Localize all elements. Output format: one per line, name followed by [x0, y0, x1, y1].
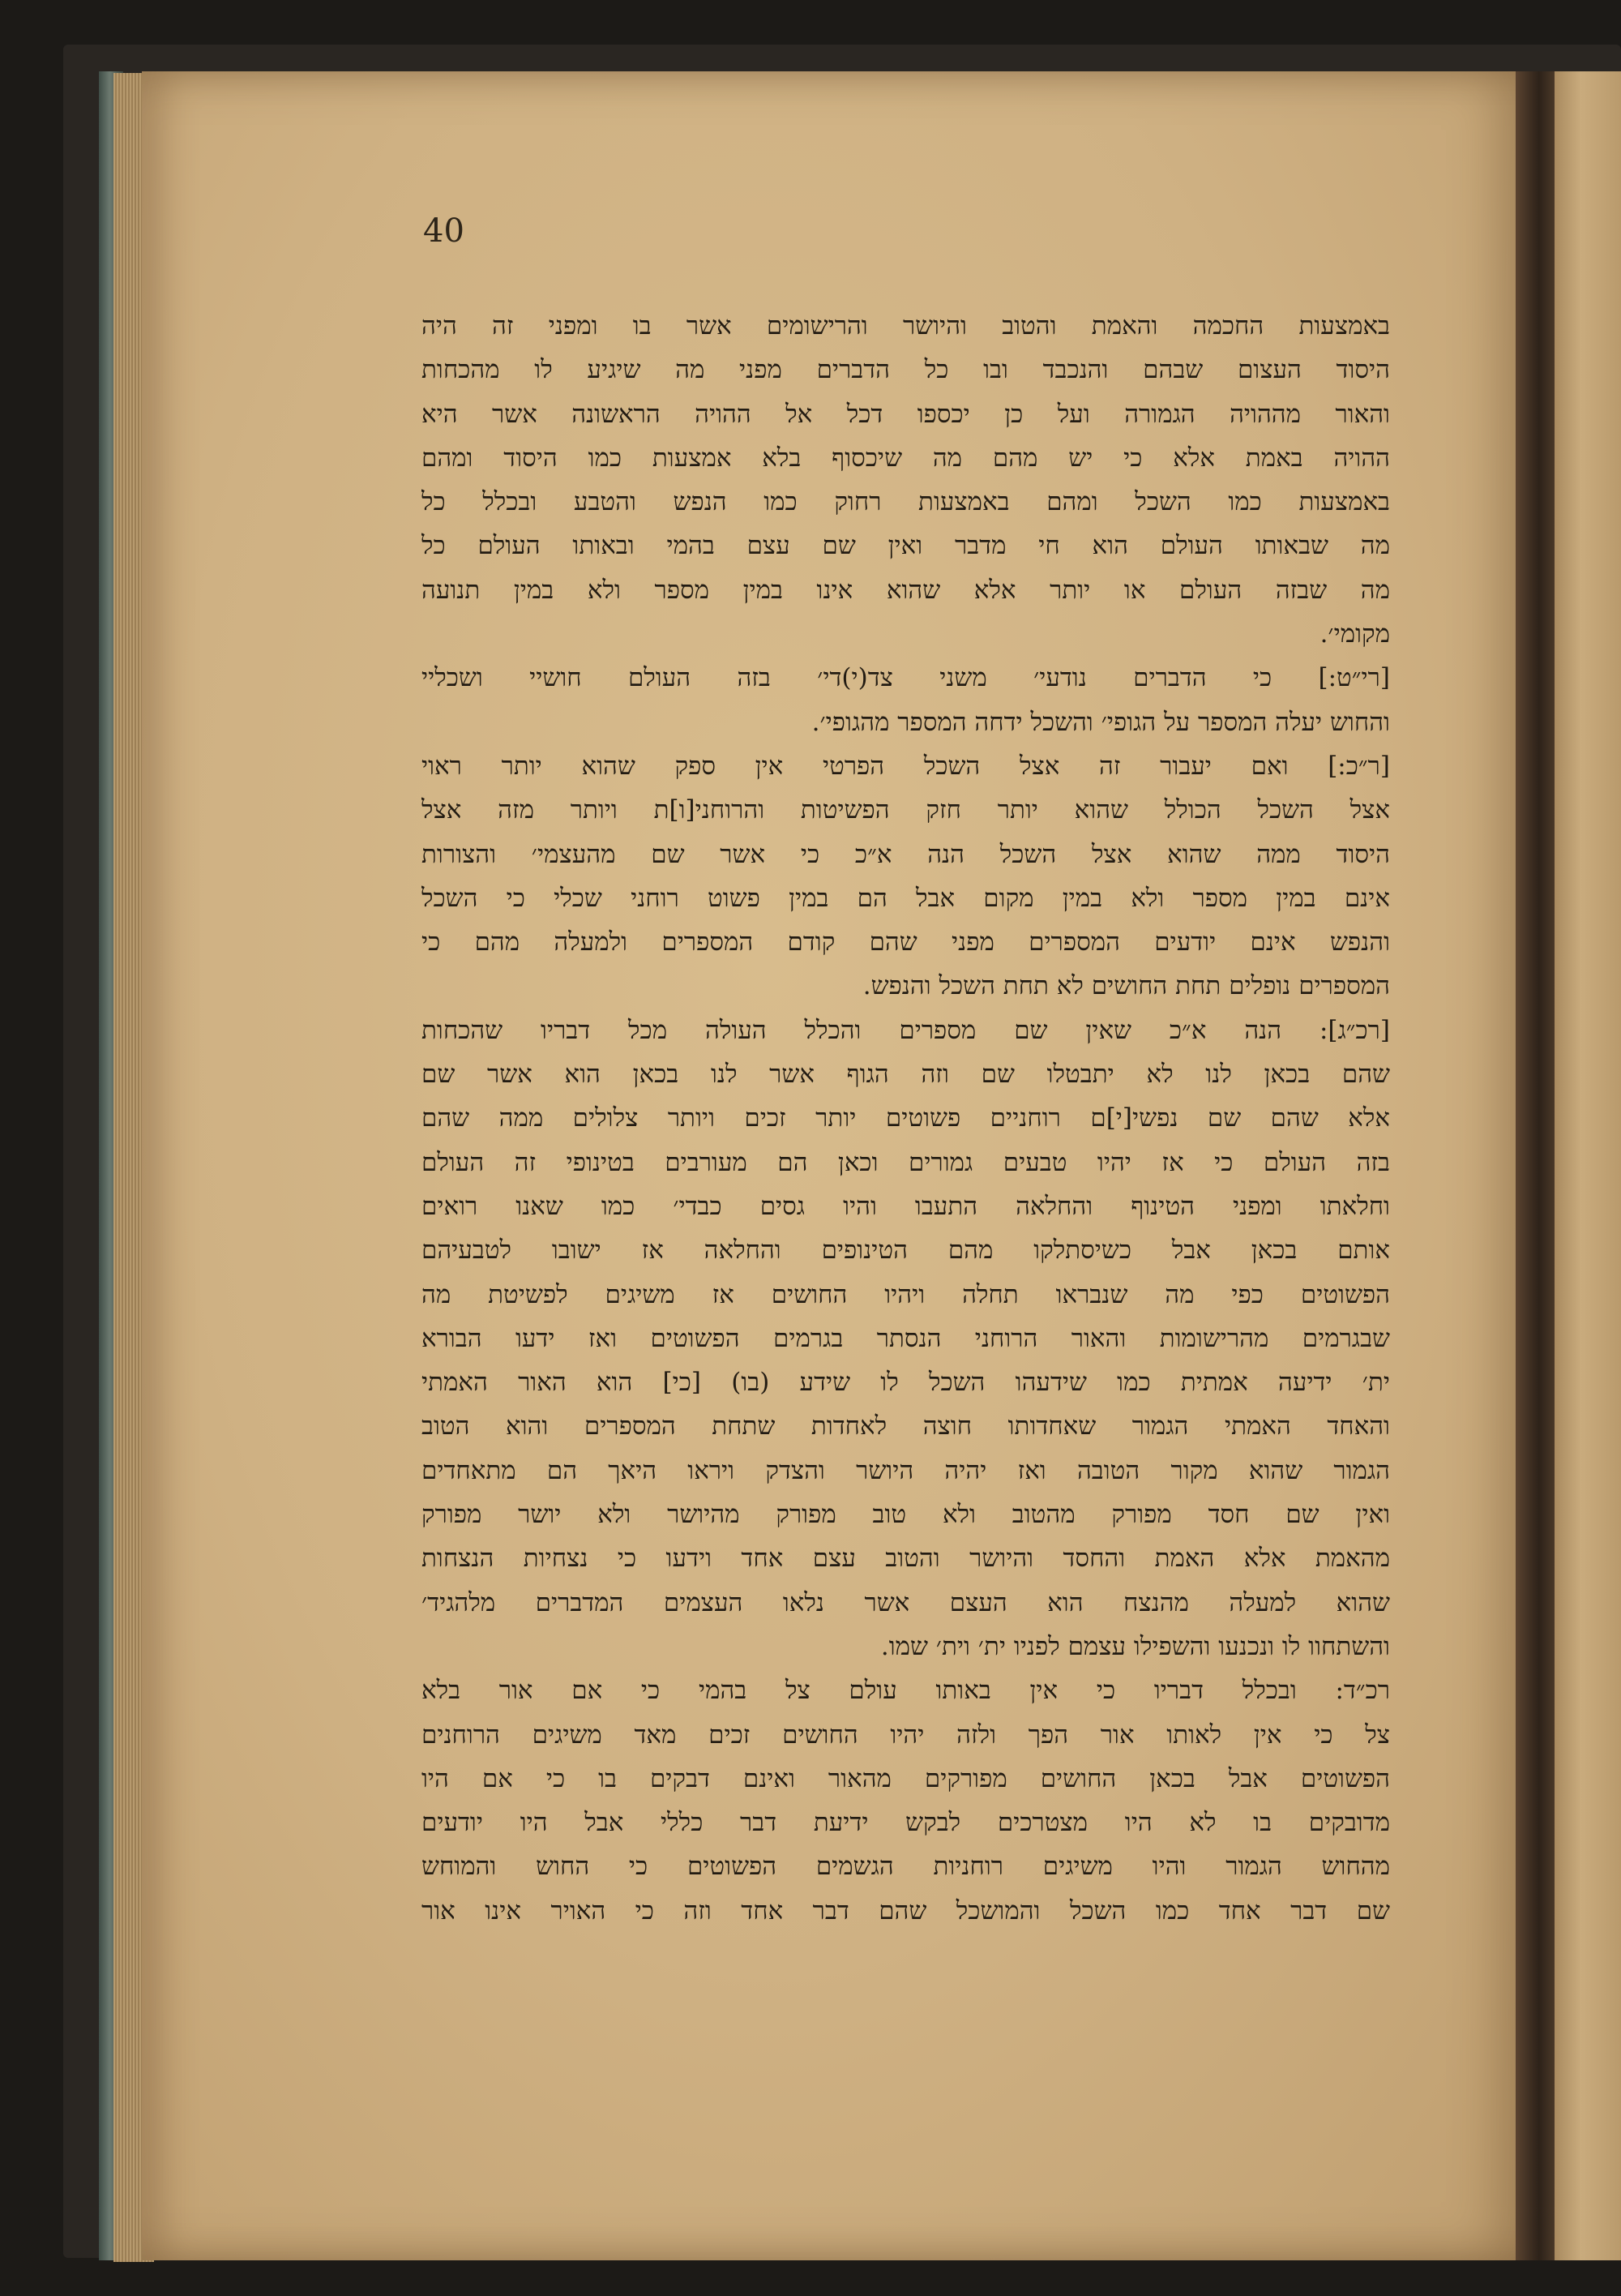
text-line: המספרים נופלים תחת החושים לא תחת השכל והנפש. — [862, 971, 1390, 1001]
text-line: היסוד העצום שבהם והנכבד ובו כל הדברים מפני מה שיגיע לו מהכחות — [421, 355, 1390, 385]
hebrew-text-block — [421, 304, 1390, 1933]
text-line: שבגרמים מהרישומות והאור הרוחני הנסתר בגרמים הפשוטים ואז ידעו הבורא — [421, 1323, 1390, 1353]
text-line: בזה העולם כי אז יהיו טבעים גמורים וכאן הם מעורבים בטינופי זה העולם — [421, 1147, 1390, 1177]
text-line: מה שבאותו העולם הוא חי מדבר ואין שם עצם בהמי ובאותו העולם כל — [421, 531, 1390, 561]
text-line: מדובקים בו לא היו מצטרכים לבקש ידיעת דבר כללי אבל היו יודעים — [421, 1808, 1390, 1838]
text-line: מה שבזה העולם או יותר אלא שהוא אינו במין מספר ולא במין תנועה — [421, 575, 1390, 605]
text-line: היסוד ממה שהוא אצל השכל הנה א״כ כי אשר שם מהעצמי׳ והצורות — [421, 839, 1390, 869]
text-line: והשתחוו לו ונכנעו והשפילו עצמם לפניו ית׳ וית׳ שמו. — [880, 1631, 1390, 1661]
text-line: והנפש אינם יודעים המספרים מפני שהם קודם המספרים ולמעלה מהם כי — [421, 927, 1390, 957]
text-line: רכ״ד: ובכלל דבריו כי אין באותו עולם צל בהמי כי אם אור בלא — [421, 1676, 1390, 1706]
text-line: ית׳ ידיעה אמתית כמו שידעהו השכל לו שידע (בו) [כי] הוא האור האמתי — [421, 1368, 1390, 1398]
text-line: ההויה באמת אלא כי יש מהם מה שיכסוף בלא אמצעות כמו היסוד ומהם — [421, 443, 1390, 473]
text-line: [רכ״ג]: הנה א״כ שאין שם מספרים והכלל העולה מכל דבריו שהכחות — [421, 1015, 1390, 1045]
text-line: וחלאתו ומפני הטינוף והחלאה התעבו והיו גסים כבדי׳ כמו שאנו רואים — [421, 1191, 1390, 1221]
text-line: ואין שם חסד מפורק מהטוב ולא טוב מפורק מהיושר ולא יושר מפורק — [421, 1500, 1390, 1530]
book-gutter — [1516, 71, 1555, 2260]
text-line: והאור מההויה הגמורה ועל כן יכספו דכל אל ההויה הראשונה אשר היא — [421, 399, 1390, 429]
text-line: באמצעות כמו השכל ומהם באמצעות רחוק כמו הנפש והטבע ובכלל כל — [421, 487, 1390, 517]
text-line: [רי״ט:] כי הדברים נודעי׳ משני צד(י)די׳ בזה העולם חושיי ושכליי — [421, 663, 1390, 693]
text-line: הפשוטים כפי מה שנבראו תחלה ויהיו החושים אז משיגים לפשיטת מה — [421, 1279, 1390, 1309]
text-line: מהחוש הגמור והיו משיגים רוחניות הגשמים הפשוטים כי החוש והמוחש — [421, 1852, 1390, 1882]
text-line: שהוא למעלה מהנצח הוא העצם אשר נלאו העצמים המדברים מלהגיד׳ — [421, 1587, 1390, 1617]
text-line: אינם במין מספר ולא במין מקום אבל הם במין פשוט רוחני שכלי כי השכל — [421, 883, 1390, 913]
text-line: שהם בכאן לנו לא יתבטלו שם וזה הגוף אשר לנו בכאן הוא אשר שם — [421, 1060, 1390, 1090]
text-line: שם דבר אחד כמו השכל והמושכל שהם דבר אחד וזה כי האויר אינו אור — [421, 1895, 1390, 1925]
text-line: צל כי אין לאותו אור הפך ולזה יהיו החושים זכים מאד משיגים הרוחנים — [421, 1720, 1390, 1750]
facing-page-edge — [1555, 71, 1621, 2260]
text-line: אותם בכאן אבל כשיסתלקו מהם הטינופים והחלאה אז ישובו לטבעיהם — [421, 1236, 1390, 1266]
text-line: אצל השכל הכולל שהוא יותר חזק הפשיטות והרוחני[ו]ת ויותר מזה אצל — [421, 795, 1390, 825]
text-line: והחוש יעלה המספר על הגופי׳ והשכל ידחה המספר מהגופי׳. — [811, 707, 1390, 737]
text-line: אלא שהם שם נפשי[י]ם רוחניים פשוטים יותר זכים ויותר צלולים ממה שהם — [421, 1103, 1390, 1133]
text-line: באמצעות החכמה והאמת והטוב והיושר והרישומים אשר בו ומפני זה היה — [421, 311, 1390, 341]
page-number: 40 — [423, 212, 464, 250]
text-line: והאחד האמתי הגמור שאחדותו חוצה לאחדות שתחת המספרים והוא הטוב — [421, 1411, 1390, 1441]
text-line: מקומי׳. — [1319, 619, 1390, 649]
text-line: הגמור שהוא מקור הטובה ואז יהיה היושר והצדק ויראו היאך הם מתאחדים — [421, 1455, 1390, 1485]
text-line: מהאמת אלא האמת והחסד והיושר והטוב עצם אחד וידעו כי נצחיות הנצחות — [421, 1544, 1390, 1574]
text-line: הפשוטים אבל בכאן החושים מפורקים מהאור ואינם דבקים בו כי אם היו — [421, 1763, 1390, 1793]
text-line: [ר״כ:] ואם יעבור זה אצל השכל הפרטי אין ספק שהוא יותר ראוי — [421, 751, 1390, 781]
